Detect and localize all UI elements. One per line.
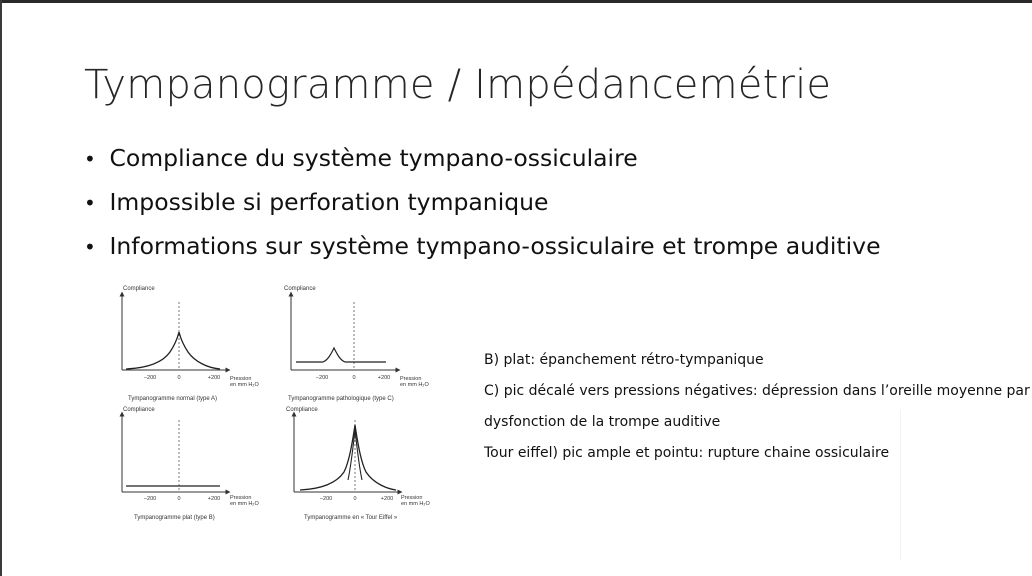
tick-label: +200 xyxy=(380,496,394,502)
tick-label: −200 xyxy=(319,496,333,502)
curve-type-c xyxy=(296,348,386,362)
xlabel-line1: Pression xyxy=(230,495,252,501)
bullet-dot: • xyxy=(84,235,96,259)
slide-title: Tympanogramme / Impédancemétrie xyxy=(84,62,832,108)
panel-type-b xyxy=(122,407,259,521)
note-line: B) plat: épanchement rétro-tympanique xyxy=(484,352,764,368)
curve-tour-eiffel-outer xyxy=(300,425,396,490)
tick-label: 0 xyxy=(352,375,356,381)
bullet-text: Compliance du système tympano-ossiculaire xyxy=(109,144,638,172)
window-top-border xyxy=(0,0,1032,3)
bullet-dot: • xyxy=(84,191,96,215)
bullet-item xyxy=(84,186,881,230)
faint-background-mark xyxy=(900,410,1011,560)
panel-caption: Tympanogramme normal (type A) xyxy=(128,396,218,402)
panel-type-c xyxy=(284,286,429,402)
note-line: Tour eiffel) pic ample et pointu: rupture chaine ossiculaire xyxy=(484,445,890,461)
bullet-item xyxy=(84,230,881,274)
tick-label: +200 xyxy=(377,375,391,381)
note-line: dysfonction de la trompe auditive xyxy=(484,414,721,430)
bullet-item xyxy=(84,142,881,186)
panel-tour-eiffel xyxy=(286,407,430,521)
panel-ylabel: Compliance xyxy=(123,407,155,413)
xlabel-line1: Pression xyxy=(230,376,252,382)
panel-ylabel: Compliance xyxy=(123,286,155,292)
xlabel-line2: en mm H₂O xyxy=(400,382,429,388)
panel-type-a xyxy=(122,286,259,402)
tick-label: −200 xyxy=(143,496,157,502)
tick-label: +200 xyxy=(207,496,221,502)
panel-caption: Tympanogramme plat (type B) xyxy=(134,515,215,521)
bullet-dot: • xyxy=(84,147,96,171)
window-left-border xyxy=(0,0,2,576)
bullet-list xyxy=(84,142,881,274)
bullet-text: Informations sur système tympano-ossiculaire et trompe auditive xyxy=(109,232,881,260)
tick-label: +200 xyxy=(207,375,221,381)
tympanogram-figure xyxy=(108,280,438,530)
curve-type-a xyxy=(126,332,220,369)
tympanogram-svg xyxy=(108,280,438,530)
xlabel-line2: en mm H₂O xyxy=(230,501,259,507)
panel-caption: Tympanogramme pathologique (type C) xyxy=(288,396,394,402)
panel-ylabel: Compliance xyxy=(284,286,316,292)
xlabel-line1: Pression xyxy=(400,376,422,382)
tick-label: 0 xyxy=(177,375,181,381)
xlabel-line1: Pression xyxy=(401,495,423,501)
panel-caption: Tympanogramme en « Tour Eiffel » xyxy=(304,515,398,521)
bullet-text: Impossible si perforation tympanique xyxy=(109,188,549,216)
tick-label: −200 xyxy=(143,375,157,381)
tick-label: 0 xyxy=(177,496,181,502)
xlabel-line2: en mm H₂O xyxy=(230,382,259,388)
tick-label: 0 xyxy=(353,496,357,502)
tick-label: −200 xyxy=(315,375,329,381)
xlabel-line2: en mm H₂O xyxy=(401,501,430,507)
panel-ylabel: Compliance xyxy=(286,407,318,413)
note-line: C) pic décalé vers pressions négatives: dépression dans l’oreille moyenne par xyxy=(484,383,1030,399)
